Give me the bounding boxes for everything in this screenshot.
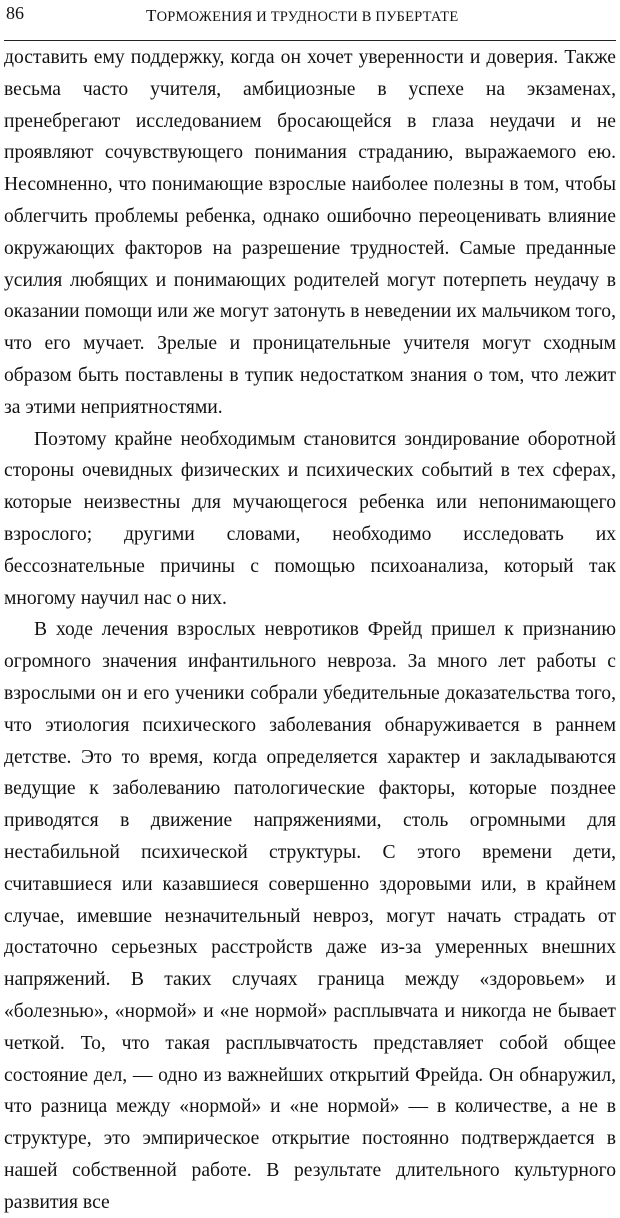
body-text xyxy=(4,42,616,1218)
running-title: ТОРМОЖЕНИЯ И ТРУДНОСТИ В ПУБЕРТАТЕ xyxy=(146,6,459,25)
page-header xyxy=(4,0,616,41)
paragraph-freud: В ходе лечения взрослых невротиков Фрейд пришел к признанию огромного значения инфантильного невроза. За много лет работы с взрослыми он и его ученики собрали убедительные доказательства того, что этиология психического заболевания обнаруживается в раннем детстве. Это то время, когда определяется характер и закладываются ведущие к заболеванию патологические факторы, которые позднее приводятся в движение напряжениями, столь огромными для нестабильной психической структуры. С этого времени дети, считавшиеся или казавшиеся совершенно здоровыми или, в крайнем случае, имевшие незначительный невроз, могут начать страдать от достаточно серьезных расстройств даже из-за умеренных внешних напряжений. В таких случаях граница между «здоровьем» и «болезнью», «нормой» и «не нормой» расплывчата и никогда не бывает четкой. То, что такая расплывчатость представляет собой общее состояние дел, — одно из важнейших открытий Фрейда. Он обнаружил, что разница между «нормой» и «не нормой» — в количестве, а не в структуре, это эмпирическое открытие постоянно подтверждается в нашей собственной работе. В результате длительного культурного развития все xyxy=(4,619,616,1213)
paragraph-psychoanalysis: Поэтому крайне необходимым становится зондирование оборотной стороны очевидных физических и психических событий в тех сферах, которые неизвестны для мучающегося ребенка или непонимающего взрослого; другими словами, необходимо исследовать их бессознательные причины с помощью психоанализа, который так многому научил нас о них. xyxy=(4,428,616,609)
page-number: 86 xyxy=(6,3,24,23)
paragraph-continuation: доставить ему поддержку, когда он хочет уверенности и доверия. Также весьма часто учителя, амбициозные в успехе на экзаменах, пренебрегают исследованием бросающейся в глаза неудачи и не проявляют сочувствующего понимания страданию, выражаемого ею. Несомненно, что понимающие взрослые наиболее полезны в том, чтобы облегчить проблемы ребенка, однако ошибочно переоценивать влияние окружающих факторов на разрешение трудностей. Самые преданные усилия любящих и понимающих родителей могут потерпеть неудачу в оказании помощи или же могут затонуть в неведении их мальчиком того, что его мучает. Зрелые и проницательные учителя могут сходным образом быть поставлены в тупик недостатком знания о том, что лежит за этими неприятностями. xyxy=(4,47,616,418)
